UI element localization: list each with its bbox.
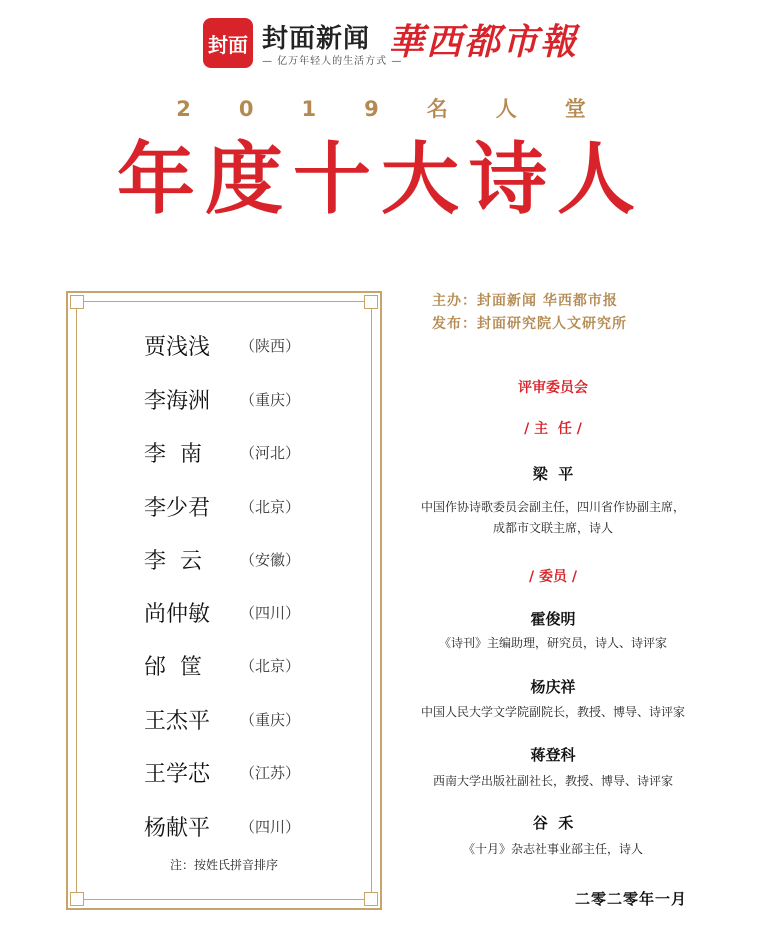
member-desc: 《十月》杂志社事业部主任，诗人 bbox=[462, 842, 643, 856]
list-item bbox=[144, 432, 300, 472]
sort-note: 注：按姓氏拼音排序 bbox=[170, 858, 279, 872]
director-desc-line: 成都市文联主席，诗人 bbox=[492, 521, 613, 535]
poet-region: （四川） bbox=[240, 603, 301, 622]
fengmian-logo-icon: 封面 bbox=[203, 18, 253, 68]
host-line: 主办：封面新闻 华西都市报 bbox=[432, 293, 618, 309]
poet-region: （北京） bbox=[240, 656, 301, 675]
list-item bbox=[144, 752, 300, 792]
frame-corner bbox=[70, 892, 84, 906]
poet-region: （重庆） bbox=[240, 390, 301, 409]
poet-region: （江苏） bbox=[240, 763, 301, 782]
poet-name: 李 南 bbox=[144, 441, 202, 467]
publisher-line: 发布：封面研究院人文研究所 bbox=[432, 316, 627, 332]
poet-region: （安徽） bbox=[240, 550, 301, 569]
newspaper-logo: 華西都市報 bbox=[388, 21, 579, 63]
page-title: 年度十大诗人 bbox=[116, 135, 645, 225]
member-desc: 《诗刊》主编助理，研究员，诗人、诗评家 bbox=[438, 636, 667, 650]
committee-title: 评审委员会 bbox=[518, 380, 588, 396]
list-item bbox=[144, 486, 300, 526]
frame-corner bbox=[70, 295, 84, 309]
poet-region: （河北） bbox=[240, 443, 301, 462]
director-desc bbox=[398, 497, 708, 539]
issue-date: 二零二零年一月 bbox=[575, 890, 688, 908]
member-desc: 中国人民大学文学院副院长，教授、博导、诗评家 bbox=[420, 705, 685, 719]
member-name: 蒋登科 bbox=[530, 746, 576, 764]
poet-name: 李 云 bbox=[144, 548, 202, 574]
member-name: 霍俊明 bbox=[530, 610, 576, 628]
poet-name: 尚仲敏 bbox=[144, 601, 211, 627]
frame-corner bbox=[364, 295, 378, 309]
members-label: / 委员 / bbox=[529, 569, 577, 585]
organizers bbox=[432, 290, 627, 336]
frame-corner bbox=[364, 892, 378, 906]
list-item bbox=[144, 806, 300, 846]
list-item bbox=[144, 645, 300, 685]
poet-region: （重庆） bbox=[240, 710, 301, 729]
member-name: 谷 禾 bbox=[532, 814, 574, 832]
list-item bbox=[144, 699, 300, 739]
member-desc: 西南大学出版社副社长，教授、博导、诗评家 bbox=[432, 774, 673, 788]
subtitle: 2019名人堂 bbox=[176, 97, 634, 121]
poet-region: （四川） bbox=[240, 817, 301, 836]
logo-slogan: — 亿万年轻人的生活方式 — bbox=[262, 56, 403, 67]
director-desc-line: 中国作协诗歌委员会副主任，四川省作协副主席， bbox=[420, 500, 685, 514]
director-name: 梁 平 bbox=[532, 465, 574, 483]
poet-name: 王学芯 bbox=[144, 761, 211, 787]
poet-name: 李海洲 bbox=[144, 388, 211, 414]
member-name: 杨庆祥 bbox=[530, 678, 576, 696]
list-item bbox=[144, 325, 300, 365]
list-item bbox=[144, 539, 300, 579]
logo-title: 封面新闻 bbox=[262, 24, 371, 54]
poet-region: （北京） bbox=[240, 497, 301, 516]
poet-region: （陕西） bbox=[240, 336, 301, 355]
poet-name: 邰 筐 bbox=[144, 654, 202, 680]
poet-name: 贾浅浅 bbox=[144, 334, 211, 360]
poet-name: 杨献平 bbox=[144, 815, 211, 841]
poet-name: 王杰平 bbox=[144, 708, 211, 734]
list-item bbox=[144, 379, 300, 419]
list-item bbox=[144, 592, 300, 632]
poet-name: 李少君 bbox=[144, 495, 211, 521]
director-label: / 主 任 / bbox=[524, 421, 582, 437]
